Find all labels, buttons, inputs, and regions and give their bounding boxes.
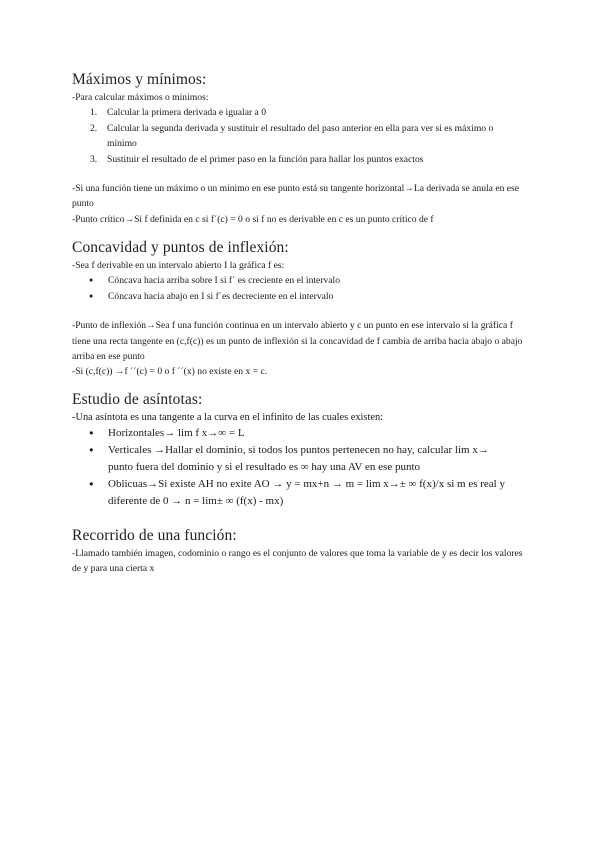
section-title: Concavidad y puntos de inflexión:: [72, 239, 289, 256]
list-item: ● Cóncava hacia arriba sobre I si f´ es creciente en el intervalo: [72, 273, 532, 288]
section-title: Estudio de asíntotas:: [72, 391, 203, 408]
list-item: ● Cóncava hacia abajo en I si f´es decreciente en el intervalo: [72, 289, 532, 304]
section-asintotas: [72, 390, 532, 509]
section-title: Máximos y mínimos:: [72, 71, 207, 88]
asymptote-list: [72, 425, 532, 509]
list-item: ● Oblicuas→Si existe AH no exite AO → y = mx+n → m = lim x→± ∞ f(x)/x si m es real y diferente de 0 → n = lim± ∞ (f(x) - mx): [72, 476, 512, 510]
intro-text: -Sea f derivable en un intervalo abierto I la gráfica f es:: [72, 260, 285, 271]
section-title: Recorrido de una función:: [72, 527, 237, 544]
list-number: 1.: [90, 107, 98, 119]
intro-text: -Una asíntota es una tangente a la curva en el infinito de las cuales existen:: [72, 412, 384, 423]
list-number: 3.: [90, 153, 98, 165]
concavity-list: [72, 273, 532, 304]
list-number: 2.: [90, 122, 98, 134]
paragraph-text: -Punto crítico→Si f definida en c si f´(c) = 0 o si f no es derivable en c es un punto crítico de f: [72, 213, 434, 225]
paragraph-text: -Si una función tiene un máximo o un mínimo en ese punto está su tangente horizontal→La derivada se anula en ese punto: [72, 183, 520, 210]
list-item: ● Horizontales→ lim f x→∞ = L: [72, 425, 512, 442]
list-item: 3. Sustituir el resultado de el primer paso en la función para hallar los puntos exactos: [72, 152, 532, 167]
paragraph-text: -Punto de inflexión→Sea f una función continua en un intervalo abierto y c un punto en ese intervalo si la gráfica f tiene una recta tangente en (c,f(c)) es un punto de inflexión si la concavidad de f cambia de arriba hacia abajo o abajo arriba en ese punto: [72, 320, 523, 363]
section-concavidad: [72, 238, 532, 380]
paragraph-text: -Si (c,f(c)) →f ´´(c) = 0 o f ´´(x) no existe en x = c.: [72, 366, 268, 378]
section-maximos-minimos: [72, 70, 532, 227]
intro-text: -Para calcular máximos o mínimos:: [72, 92, 209, 103]
list-item: 2. Calcular la segunda derivada y sustituir el resultado del paso anterior en ella para ver si es máximo o mínimo: [90, 122, 494, 150]
list-item: 1. Calcular la primera derivada e igualar a 0: [72, 105, 532, 120]
list-item: ● Verticales →Hallar el dominio, si todos los puntos pertenecen no hay, calcular lim x→ punto fuera del dominio y si el resultado es ∞ hay una AV en ese punto: [72, 442, 512, 476]
paragraph-text: -Llamado también imagen, codominio o rango es el conjunto de valores que toma la variable de y es decir los valores de y para una cierta x: [72, 548, 523, 575]
steps-list: [72, 105, 532, 167]
section-recorrido: [72, 526, 532, 577]
